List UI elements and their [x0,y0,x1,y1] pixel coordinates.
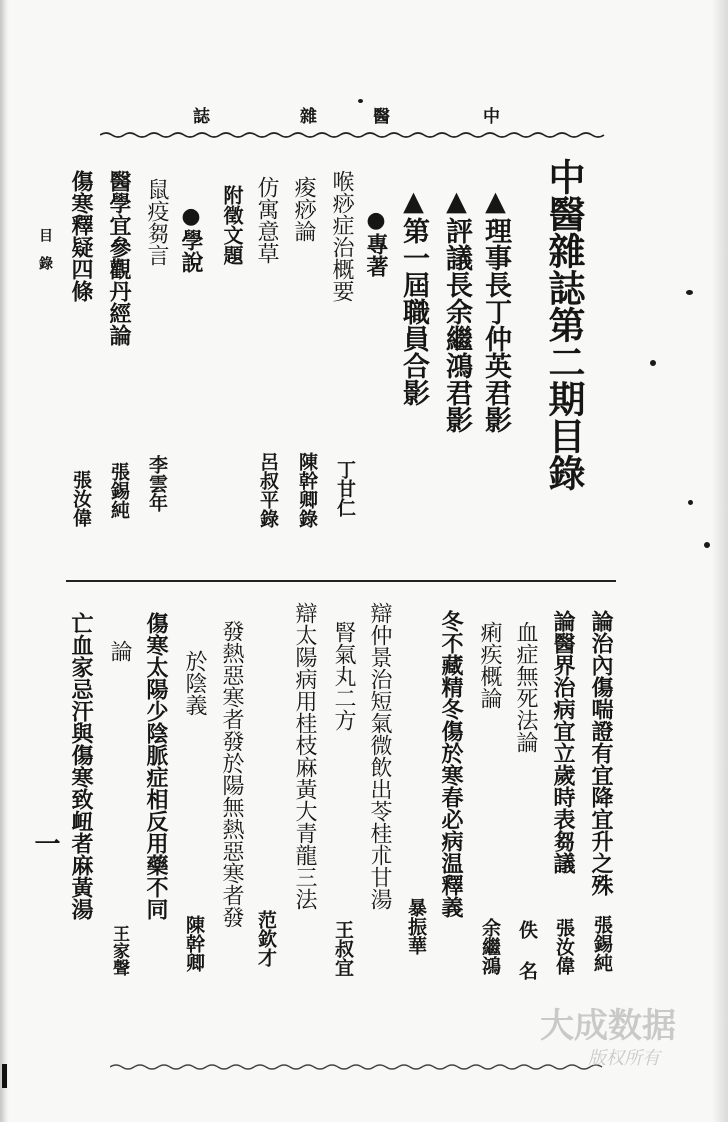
article-author: 范欽才 [255,910,277,967]
article-author: 丁甘仁 [334,460,356,517]
footer-wavy-rule [110,1062,610,1072]
article-title: 痠痧論 [291,176,316,242]
article-title: 發熱惡寒者發於陽無熱惡寒者發 [219,620,244,928]
article-title: 論醫界治病宜立歲時表芻議 [550,610,576,874]
right-scan-edge [712,0,728,1122]
article-author: 王叔宜 [332,920,354,977]
middle-rule [66,580,616,582]
article-title: 亡血家忌汗與傷寒致衄者麻黃湯 [68,612,94,920]
ink-spot [686,290,693,295]
watermark-subtitle: 版权所有 [588,1048,660,1069]
header-middle-2: 醫 [369,107,389,124]
article-author: 李雲年 [146,455,168,512]
article-title: 醫學宜參觀丹經論 [106,170,132,346]
article-title: 辯仲景治短氣微飲出苓桂朮甘湯 [367,602,392,910]
article-author: 張汝偉 [553,918,575,975]
article-title: 辯太陽病用桂枝麻黃大青龍三法 [292,602,317,910]
article-title: 仿寓意草 [254,176,279,264]
article-author: 陳幹卿錄 [296,452,318,528]
footer-label: 目 錄 [37,228,53,270]
article-title: 鼠疫芻言 [144,178,169,266]
ink-spot [650,360,656,366]
left-scan-edge-bar [2,1064,7,1088]
ink-spot [704,542,710,548]
article-title: 喉痧症治概要 [329,170,354,302]
header-middle: 雜 [296,107,316,124]
header-left: 誌 [189,107,209,124]
article-title: 論治內傷喘證有宜降宜升之殊 [588,610,614,896]
article-title: 腎氣丸二方 [331,621,356,731]
plate-2: ▲評議長余繼鴻君影 [441,186,472,433]
page-title: 中醫雜誌第二期目錄 [542,158,586,491]
page-number: 一 [30,830,60,856]
article-title: 冬不藏精冬傷於寒春必病温釋義 [438,610,464,918]
ink-spot [358,99,363,103]
article-author: 王家聲 [109,925,129,976]
watermark-title: 大成数据 [540,1006,676,1046]
article-author: 呂叔平錄 [257,452,279,528]
article-title: 血症無死法論 [513,621,538,753]
section-special: ●專著 [363,207,389,277]
article-author: 張錫純 [591,915,613,972]
article-author: 佚 名 [516,920,538,980]
article-title: 於陰義 [182,650,207,716]
article-author: 暴振華 [405,898,427,955]
section-theory: ●學說 [178,203,204,273]
plate-1: ▲理事長丁仲英君影 [480,186,511,433]
header-wavy-rule [100,130,610,140]
header-right: 中 [479,107,499,124]
article-author: 張汝偉 [70,470,92,527]
plate-3: ▲第一屆職員合影 [398,186,429,406]
article-title: 附徵文題 [220,185,244,265]
article-title: 論 [107,640,132,662]
article-author: 張錫純 [108,462,130,519]
article-title: 痢疾概論 [477,621,502,709]
article-author: 陳幹卿 [183,915,205,972]
ink-spot [688,500,693,505]
article-title: 傷寒太陽少陰脈症相反用藥不同 [143,612,169,920]
left-scan-edge [0,0,9,1122]
article-author: 余繼鴻 [479,918,501,975]
article-title: 傷寒釋疑四條 [68,170,94,302]
